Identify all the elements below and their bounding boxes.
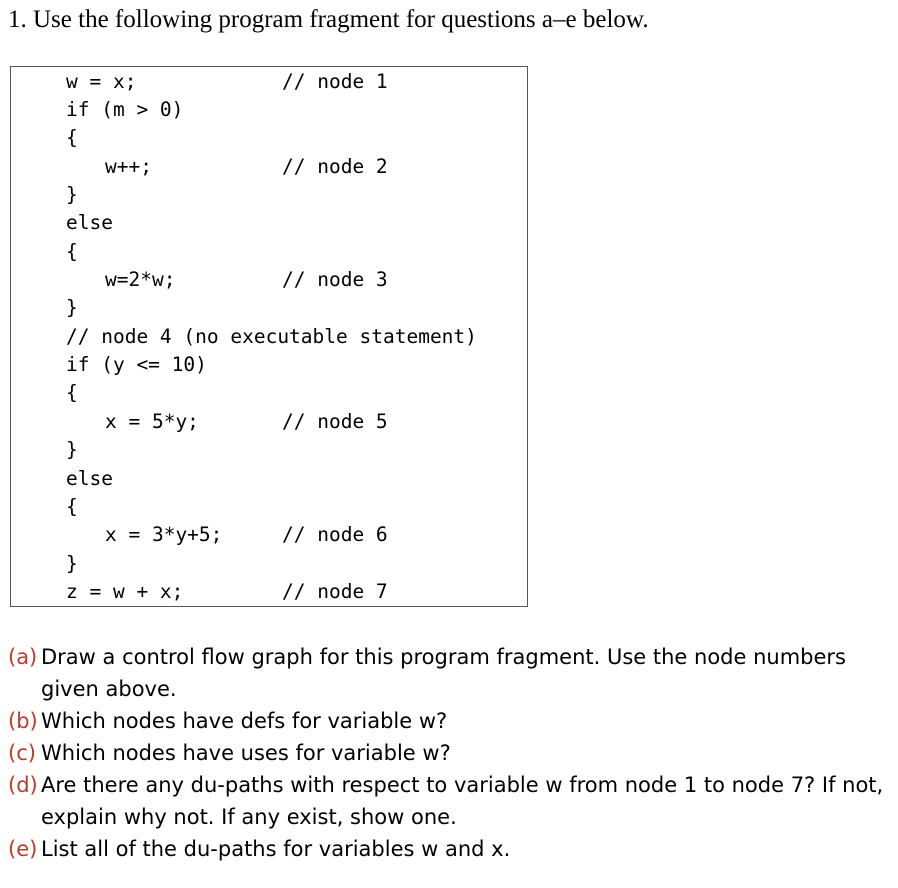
code-line-8: w=2*w; (105, 268, 176, 291)
question-text: Are there any du-paths with respect to variable w from node 1 to node 7? If not, explain why not. If any exist, show one. (41, 773, 884, 829)
question-b (8, 705, 888, 737)
code-line-18: } (66, 552, 78, 575)
code-line-5: } (66, 183, 78, 206)
question-label: (c) (8, 741, 36, 765)
code-line-3: { (66, 126, 78, 149)
question-text: List all of the du-paths for variables w and x. (41, 837, 511, 861)
code-comment-node-4: // node 4 (no executable statement) (66, 325, 477, 348)
code-comment-node-1: // node 1 (282, 70, 388, 93)
code-line-7: { (66, 240, 78, 263)
code-line-14: } (66, 438, 78, 461)
question-list (8, 641, 888, 865)
question-e (8, 833, 888, 865)
code-line-17: x = 3*y+5; (105, 523, 223, 546)
question-title: 1. Use the following program fragment for questions a–e below. (8, 6, 649, 33)
question-c (8, 737, 888, 769)
code-comment-node-6: // node 6 (282, 523, 388, 546)
question-label: (e) (8, 837, 38, 861)
code-line-12: { (66, 381, 78, 404)
question-label: (b) (8, 709, 38, 733)
question-a (8, 641, 888, 705)
code-block (10, 66, 528, 607)
code-line-1: w = x; (66, 70, 137, 93)
code-line-6: else (66, 211, 113, 234)
code-comment-node-5: // node 5 (282, 410, 388, 433)
code-line-4: w++; (105, 155, 152, 178)
question-label: (d) (8, 773, 38, 797)
question-text: Draw a control flow graph for this program fragment. Use the node numbers given above. (41, 645, 846, 701)
code-line-16: { (66, 495, 78, 518)
code-line-9: } (66, 296, 78, 319)
code-comment-node-2: // node 2 (282, 155, 388, 178)
code-comment-node-7: // node 7 (282, 580, 388, 603)
code-line-19: z = w + x; (66, 580, 184, 603)
code-line-2: if (m > 0) (66, 98, 184, 121)
code-line-11: if (y <= 10) (66, 353, 207, 376)
code-line-15: else (66, 467, 113, 490)
question-label: (a) (8, 645, 38, 669)
question-text: Which nodes have uses for variable w? (41, 741, 451, 765)
code-line-13: x = 5*y; (105, 410, 199, 433)
code-comment-node-3: // node 3 (282, 268, 388, 291)
question-d (8, 769, 888, 833)
question-text: Which nodes have defs for variable w? (41, 709, 448, 733)
